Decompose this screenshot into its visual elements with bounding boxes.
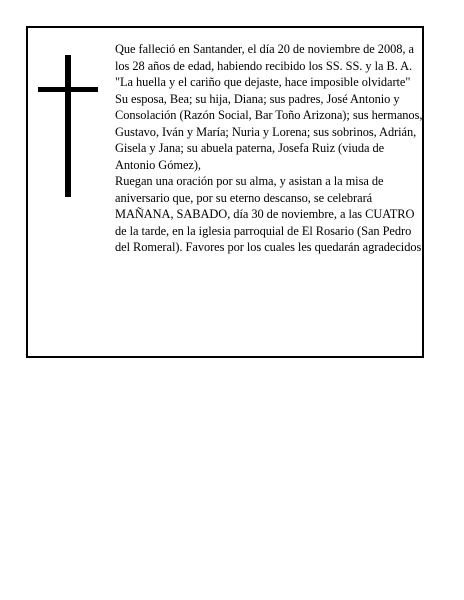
notice-text (115, 41, 425, 256)
obituary-notice (26, 26, 424, 358)
memorial-quote-paragraph: "La huella y el cariño que dejaste, hace imposible olvidarte" (115, 75, 411, 89)
cross-horizontal-bar (38, 87, 98, 92)
mass-invitation-paragraph: Ruegan una oración por su alma, y asistan a la misa de aniversario que, por su eterno descanso, se celebrará MAÑANA, SABADO, día 30 de noviembre, a las CUATRO de la tarde, en la iglesia parroquial de El Rosario (San Pedro del Romeral). Favores por los cuales les quedarán agradecidos. (115, 174, 425, 254)
latin-cross-icon (38, 55, 98, 197)
death-announcement-paragraph: Que falleció en Santander, el día 20 de noviembre de 2008, a los 28 años de edad, habiendo recibido los SS. SS. y la B. A. (115, 42, 414, 73)
family-list-paragraph: Su esposa, Bea; su hija, Diana; sus padres, José Antonio y Consolación (Razón Social, Bar Toño Arizona); sus hermanos, Gustavo, Iván y María; Nuria y Lorena; sus sobrinos, Adrián, Gisela y Jana; su abuela paterna, Josefa Ruiz (viuda de Antonio Gómez), (115, 91, 423, 172)
cross-vertical-bar (65, 55, 71, 197)
